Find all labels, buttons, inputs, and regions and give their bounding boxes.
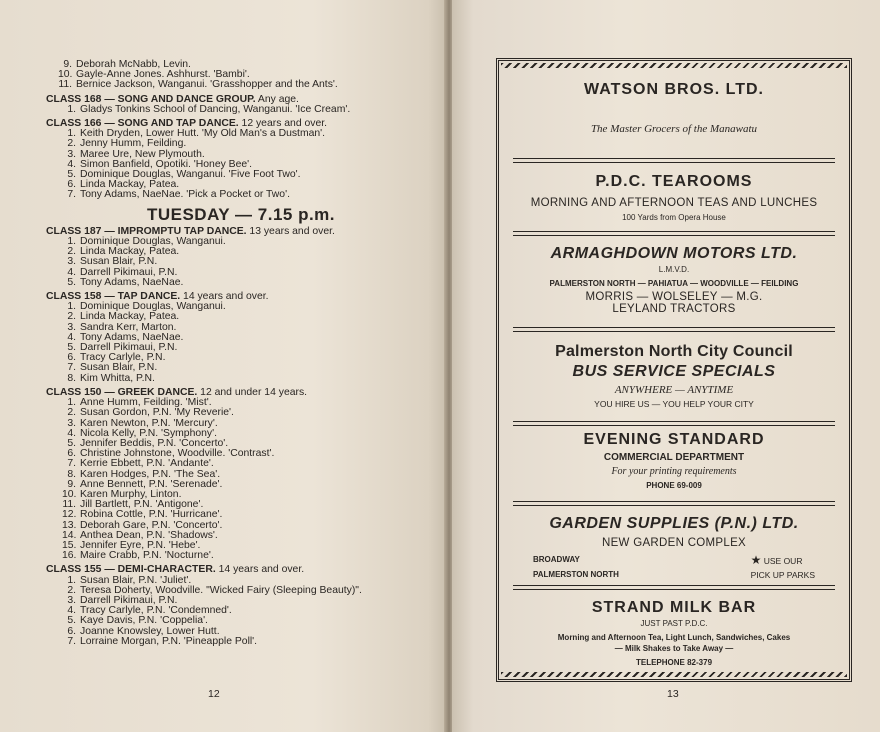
entry-text: Gladys Tonkins School of Dancing, Wanganui. 'Ice Cream'. <box>80 103 351 115</box>
entry-number: 3. <box>67 256 76 268</box>
address-row <box>513 553 835 580</box>
entry-text: Susan Blair, P.N. <box>80 256 158 268</box>
entry-text: Tracy Carlyle, P.N. <box>80 352 166 364</box>
ad-line: NEW GARDEN COMPLEX <box>601 537 747 549</box>
ad-line: COMMERCIAL DEPARTMENT <box>603 452 745 463</box>
class-age: 12 and under 14 years. <box>197 386 308 398</box>
entry-text: Tony Adams, NaeNae. 'Pick a Pocket or Two'. <box>80 189 290 201</box>
entry-text: Linda Mackay, Patea. <box>80 311 180 323</box>
entry-text: Anne Humm, Feilding. 'Mist'. <box>80 397 212 409</box>
list-item <box>46 80 436 90</box>
entry-text: Kaye Davis, P.N. 'Coppelia'. <box>80 615 208 627</box>
entry-text: Darrell Pikimaui, P.N. <box>80 594 178 606</box>
list-item <box>46 190 436 200</box>
entry-text: Dominique Douglas, Wanganui. 'Five Foot Two'. <box>80 169 301 181</box>
advertiser-name: P.D.C. TEAROOMS <box>595 173 753 190</box>
entry-text: Nicola Kelly, P.N. 'Symphony'. <box>80 427 217 439</box>
entry-number: 4. <box>67 427 76 439</box>
entry-number: 7. <box>67 189 76 201</box>
entry-number: 6. <box>67 448 76 460</box>
entry-text: Jennifer Beddis, P.N. 'Concerto'. <box>80 437 229 449</box>
ad-line: Morning and Afternoon Tea, Light Lunch, Sandwiches, Cakes <box>557 633 791 642</box>
entry-text: Susan Blair, P.N. <box>80 362 158 374</box>
watson-ad <box>513 81 835 135</box>
entry-number: 5. <box>67 169 76 181</box>
class-age: Any age. <box>255 93 299 105</box>
class-entries <box>46 398 436 561</box>
entry-text: Tony Adams, NaeNae. <box>80 331 184 343</box>
entry-text: Bernice Jackson, Wanganui. 'Grasshopper and the Ants'. <box>76 79 338 91</box>
entry-number: 2. <box>67 138 76 150</box>
divider <box>513 501 835 506</box>
entry-text: Susan Blair, P.N. 'Juliet'. <box>80 574 192 586</box>
advertiser-name: ARMAGHDOWN MOTORS LTD. <box>550 245 798 262</box>
advertisement-frame <box>496 58 852 682</box>
entry-number: 7. <box>67 458 76 470</box>
ad-line: YOU HIRE US — YOU HELP YOUR CITY <box>594 399 754 409</box>
ad-line: PHONE 69-009 <box>646 481 702 490</box>
entry-number: 2. <box>67 584 76 596</box>
entry-number: 7. <box>67 635 76 647</box>
address <box>533 555 619 579</box>
entry-number: 1. <box>67 397 76 409</box>
class-title: CLASS 166 — SONG AND TAP DANCE. <box>46 118 239 130</box>
ad-line: JUST PAST P.D.C. <box>640 619 708 628</box>
entry-number: 3. <box>67 148 76 160</box>
advertiser-name: WATSON BROS. LTD. <box>584 81 764 98</box>
entry-text: Karen Murphy, Linton. <box>80 488 182 500</box>
entry-text: Dominique Douglas, Wanganui. <box>80 236 226 248</box>
class-title: CLASS 150 — GREEK DANCE. <box>46 386 198 398</box>
advertiser-name: GARDEN SUPPLIES (P.N.) LTD. <box>549 515 799 532</box>
council-ad <box>513 343 835 409</box>
ad-line: ANYWHERE — ANYTIME <box>614 384 734 396</box>
entry-text: Maree Ure, New Plymouth. <box>80 148 205 160</box>
entry-number: 10. <box>58 69 73 81</box>
entry-text: Dominique Douglas, Wanganui. <box>80 301 226 313</box>
entry-number: 4. <box>67 158 76 170</box>
entry-number: 10. <box>62 488 77 500</box>
class-title: CLASS 168 — SONG AND DANCE GROUP. <box>46 93 256 105</box>
entry-number: 5. <box>67 437 76 449</box>
entry-text: Lorraine Morgan, P.N. 'Pineapple Poll'. <box>80 635 258 647</box>
entry-number: 5. <box>67 276 76 288</box>
entry-number: 2. <box>67 246 76 258</box>
garden-supplies-ad <box>513 515 835 580</box>
divider <box>513 327 835 332</box>
session-title: TUESDAY — 7.15 p.m. <box>146 204 336 224</box>
entry-text: Simon Banfield, Opotiki. 'Honey Bee'. <box>80 158 253 170</box>
entry-number: 6. <box>67 352 76 364</box>
entry-number: 6. <box>67 625 76 637</box>
entries-column <box>46 60 436 647</box>
entry-number: 9. <box>63 59 72 70</box>
entry-number: 11. <box>62 499 76 511</box>
entry-text: Kim Whitta, P.N. <box>80 372 155 384</box>
class-title: CLASS 155 — DEMI-CHARACTER. <box>46 564 216 576</box>
entry-text: Teresa Doherty, Woodville. "Wicked Fairy (Sleeping Beauty)". <box>80 584 362 596</box>
advertiser-name: STRAND MILK BAR <box>591 599 757 616</box>
entry-text: Karen Hodges, P.N. 'The Sea'. <box>80 468 221 480</box>
entry-number: 8. <box>67 468 76 480</box>
ad-line: TELEPHONE 82-379 <box>635 658 713 667</box>
entry-text: Deborah McNabb, Levin. <box>76 59 191 70</box>
entry-number: 1. <box>67 236 76 248</box>
pdc-ad <box>513 173 835 222</box>
class-title: CLASS 187 — IMPROMPTU TAP DANCE. <box>46 225 247 237</box>
ad-line: — Milk Shakes to Take Away — <box>614 644 734 653</box>
advertiser-name: Palmerston North City Council <box>555 343 793 360</box>
entry-number: 12. <box>62 509 77 521</box>
class-entries <box>46 302 436 384</box>
entry-number: 3. <box>67 321 76 333</box>
ad-line: MORNING AND AFTERNOON TEAS AND LUNCHES <box>530 197 818 209</box>
entry-number: 11. <box>58 79 72 91</box>
entry-text: Darrell Pikimaui, P.N. <box>80 266 178 278</box>
entry-text: Darrell Pikimaui, P.N. <box>80 342 178 354</box>
class-entries <box>46 105 436 115</box>
entry-text: Linda Mackay, Patea. <box>80 246 180 258</box>
entry-number: 3. <box>67 594 76 606</box>
entry-text: Robina Cottle, P.N. 'Hurricane'. <box>80 509 223 521</box>
divider <box>513 158 835 163</box>
ad-line: 100 Yards from Opera House <box>622 213 726 222</box>
evening-standard-ad <box>513 431 835 490</box>
entry-number: 16. <box>62 550 77 562</box>
entry-text: Karen Newton, P.N. 'Mercury'. <box>80 417 218 429</box>
entry-number: 4. <box>67 331 76 343</box>
entry-number: 4. <box>67 266 76 278</box>
list-item <box>46 278 436 288</box>
entry-text: Sandra Kerr, Marton. <box>80 321 177 333</box>
ad-line: PALMERSTON NORTH — PAHIATUA — WOODVILLE — FEILDING <box>549 279 799 288</box>
entry-text: Jill Bartlett, P.N. 'Antigone'. <box>80 499 204 511</box>
entry-number: 4. <box>67 605 76 617</box>
entry-number: 6. <box>67 179 76 191</box>
list-item <box>46 374 436 384</box>
divider <box>513 421 835 426</box>
entry-text: Tracy Carlyle, P.N. 'Condemned'. <box>80 605 232 617</box>
list-item <box>46 637 436 647</box>
class-title: CLASS 158 — TAP DANCE. <box>46 291 181 303</box>
entry-number: 13. <box>62 519 77 531</box>
list-item <box>46 551 436 561</box>
entry-text: Susan Gordon, P.N. 'My Reverie'. <box>80 407 234 419</box>
page-number: 13 <box>667 688 679 700</box>
class-entries <box>46 237 436 288</box>
top-entries-list <box>46 60 436 91</box>
entry-text: Christine Johnstone, Woodville. 'Contrast'. <box>80 448 275 460</box>
entry-text: Gayle-Anne Jones. Ashhurst. 'Bambi'. <box>76 69 250 81</box>
entry-number: 9. <box>67 478 76 490</box>
entry-text: Deborah Gare, P.N. 'Concerto'. <box>80 519 223 531</box>
entry-number: 15. <box>62 539 77 551</box>
entry-number: 1. <box>67 103 76 115</box>
star-icon: ★ <box>750 553 762 567</box>
armaghdown-ad <box>513 245 835 315</box>
entry-text: Anthea Dean, P.N. 'Shadows'. <box>80 529 218 541</box>
entry-number: 2. <box>67 407 76 419</box>
ad-line: For your printing requirements <box>611 466 737 477</box>
entry-number: 2. <box>67 311 76 323</box>
advertiser-name: EVENING STANDARD <box>583 431 765 448</box>
entry-text: Linda Mackay, Patea. <box>80 179 180 191</box>
entry-text: Jenny Humm, Feilding. <box>80 138 187 150</box>
entry-number: 7. <box>67 362 76 374</box>
entry-number: 14. <box>62 529 77 541</box>
entry-number: 1. <box>67 301 76 313</box>
class-age: 12 years and over. <box>238 118 328 130</box>
ad-line: BROADWAY <box>533 554 580 564</box>
entry-text: Kerrie Ebbett, P.N. 'Andante'. <box>80 458 214 470</box>
entry-text: Joanne Knowsley, Lower Hutt. <box>80 625 220 637</box>
ad-line: PALMERSTON NORTH <box>533 569 619 579</box>
tagline: The Master Grocers of the Manawatu <box>590 123 758 135</box>
class-entries <box>46 129 436 200</box>
entry-number: 5. <box>67 615 76 627</box>
entry-text: Jennifer Eyre, P.N. 'Hebe'. <box>80 539 201 551</box>
strand-milk-bar-ad <box>513 599 835 667</box>
entry-number: 5. <box>67 342 76 354</box>
entry-text: Keith Dryden, Lower Hutt. 'My Old Man's a Dustman'. <box>80 128 326 140</box>
ad-line: MORRIS — WOLSELEY — M.G. <box>585 291 763 303</box>
entry-text: Maire Crabb, P.N. 'Nocturne'. <box>80 550 214 562</box>
pickup-note <box>751 553 815 580</box>
divider <box>513 231 835 236</box>
page-number: 12 <box>208 688 220 700</box>
class-entries <box>46 576 436 647</box>
ad-line: L.M.V.D. <box>658 265 690 274</box>
entry-number: 1. <box>67 128 76 140</box>
entry-number: 8. <box>67 372 76 384</box>
entry-text: Anne Bennett, P.N. 'Serenade'. <box>80 478 223 490</box>
ad-line: USE OUR <box>763 556 803 566</box>
entry-number: 3. <box>67 417 76 429</box>
list-item <box>46 105 436 115</box>
divider <box>513 585 835 590</box>
entry-text: Tony Adams, NaeNae. <box>80 276 184 288</box>
class-age: 13 years and over. <box>246 225 335 237</box>
ad-line: BUS SERVICE SPECIALS <box>572 363 776 380</box>
ad-line: PICK UP PARKS <box>750 570 815 580</box>
class-age: 14 years and over. <box>180 291 269 303</box>
entry-number: 1. <box>67 574 76 586</box>
class-age: 14 years and over. <box>215 564 305 576</box>
ad-line: LEYLAND TRACTORS <box>612 303 736 315</box>
